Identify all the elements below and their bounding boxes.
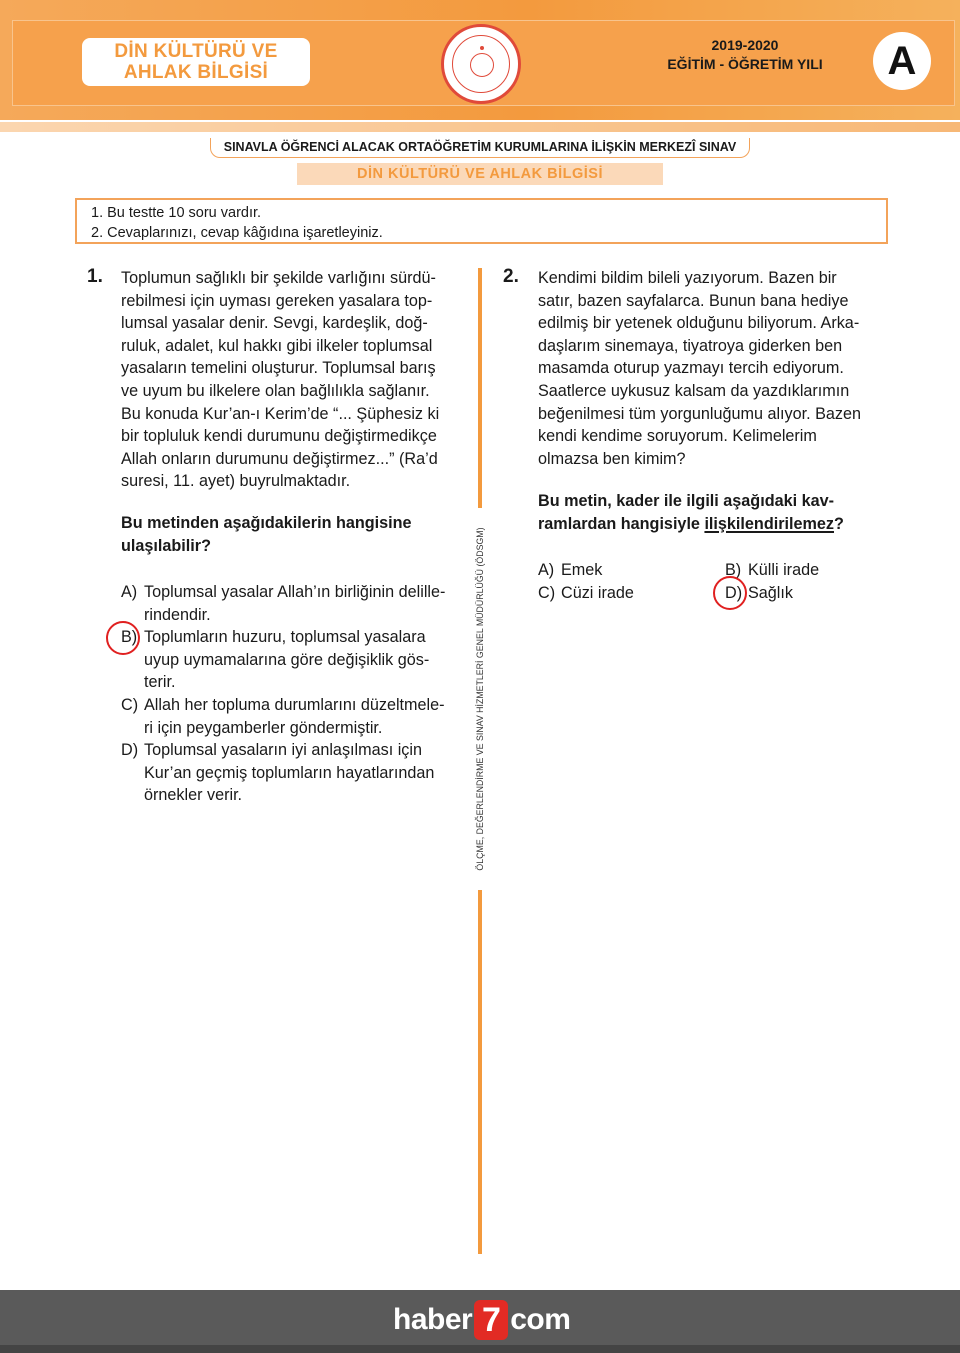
body-line: satır, bazen sayfalarca. Bunun bana hediye [538,291,849,310]
option-text: Toplumsal yasaların iyi anlaşılması için Kur’an geçmiş toplumların hayatlarından örnekler verir. [144,741,435,805]
subject-badge-line2: AHLAK BİLGİSİ [123,62,269,83]
divider-vertical-text: ÖLÇME, DEĞERLENDİRME VE SINAV HİZMETLERİ GENEL MÜDÜRLÜĞÜ (ÖDSGM) [475,527,485,871]
academic-year [640,36,850,74]
instruction-item: 2. Cevaplarınızı, cevap kâğıdına işaretleyiniz. [91,225,383,241]
option-d[interactable] [121,739,473,807]
body-line: bir topluluk kendi durumunu değiştirmedikçe [121,427,437,446]
option-letter: C) [538,583,556,602]
question-2-body [538,267,898,470]
logo-text-right: com [510,1303,571,1336]
body-line: yasaların temelini oluşturur. Toplumsal barış [121,359,436,378]
option-letter: D) [725,583,743,602]
option-text: Sağlık [748,583,793,602]
body-line: Allah onların durumunu değiştirmez...” (Ra’d [121,449,438,468]
question-number: 1. [87,266,103,287]
question-1-stem [121,512,471,557]
exam-title: SINAVLA ÖĞRENCİ ALACAK ORTAÖĞRETİM KURUMLARINA İLİŞKİN MERKEZÎ SINAV [210,138,750,158]
body-line: suresi, 11. ayet) buyrulmaktadır. [121,472,351,491]
subject-badge [82,38,310,86]
option-c[interactable] [538,582,725,605]
header-divider [0,122,960,132]
logo-seven-icon: 7 [474,1300,508,1340]
meb-seal-icon [441,24,521,104]
stem-line: Bu metinden aşağıdakilerin hangisine [121,514,412,532]
answer-mark-circle [106,621,140,655]
footer-strip [0,1345,960,1353]
body-line: Bu konuda Kur’an-ı Kerim’de “... Şüphesiz ki [121,404,440,423]
option-text: Allah her topluma durumlarını düzeltmele- ri için peygamberler göndermiştir. [144,695,445,737]
option-text: Toplumsal yasalar Allah’ın birliğinin delille- rindendir. [144,583,446,624]
option-letter: B) [121,628,138,647]
haber7-logo[interactable] [393,1300,570,1340]
option-letter: C) [121,695,139,714]
body-line: Toplumun sağlıklı bir şekilde varlığını sürdü- [121,269,436,287]
body-line: beğenilmesi tüm yorgunluğumu alıyor. Bazen [538,404,862,423]
body-line: masamda oturup yazmayı tercih ediyorum. [538,359,844,378]
option-a[interactable] [121,581,473,626]
option-letter: A) [121,583,138,601]
year-value: 2019-2020 [711,37,779,53]
subject-badge-line1: DİN KÜLTÜRÜ VE [114,41,278,62]
question-1-body [121,267,471,493]
option-text: Toplumların huzuru, toplumsal yasalara uyup uymamalarına göre değişiklik gös- terir. [144,628,430,692]
subject-title-bar: DİN KÜLTÜRÜ VE AHLAK BİLGİSİ [297,163,663,185]
body-line: kendi kendime soruyorum. Kelimelerim [538,427,817,446]
booklet-type-badge: A [873,32,931,90]
option-text: Emek [561,561,603,579]
stem-line: ramlardan hangisiyle ilişkilendirilemez? [538,514,844,533]
question-2-stem [538,490,898,535]
question-number: 2. [503,266,519,287]
question-1-options [121,581,473,807]
option-text: Külli irade [748,561,820,579]
option-letter: B) [725,561,742,579]
option-b[interactable] [121,626,473,694]
negation-emphasis: ilişkilendirilemez [704,514,834,533]
body-line: rebilmesi için uyması gereken yasalara top- [121,291,433,310]
answer-mark-circle [713,576,747,610]
body-line: Kendimi bildim bileli yazıyorum. Bazen bir [538,269,837,287]
body-line: lumsal yasalar denir. Sevgi, kardeşlik, doğ- [121,314,428,333]
body-line: Saatlerce uykusuz kalsam da yazdıklarımın [538,381,850,400]
year-label: EĞİTİM - ÖĞRETİM YILI [667,56,823,72]
logo-text-left: haber [393,1303,473,1336]
option-c[interactable] [121,694,473,739]
body-line: ve uyum bu ilkelere olan bağlılıkla sağlanır. [121,381,430,400]
body-line: olmazsa ben kimim? [538,449,686,468]
option-letter: A) [538,561,555,579]
option-text: Cüzi irade [561,583,634,602]
option-a[interactable] [538,559,725,582]
instruction-item: 1. Bu testte 10 soru vardır. [91,205,262,221]
body-line: daşlarım sinemaya, tiyatroya giderken ben [538,336,843,355]
option-letter: D) [121,741,139,760]
body-line: edilmiş bir yetenek olduğunu biliyorum. Arka- [538,314,860,333]
instructions-box [75,198,888,244]
body-line: ruluk, adalet, kul hakkı gibi ilkeler toplumsal [121,336,433,355]
stem-line: ulaşılabilir? [121,536,211,555]
stem-line: Bu metin, kader ile ilgili aşağıdaki kav- [538,492,834,510]
